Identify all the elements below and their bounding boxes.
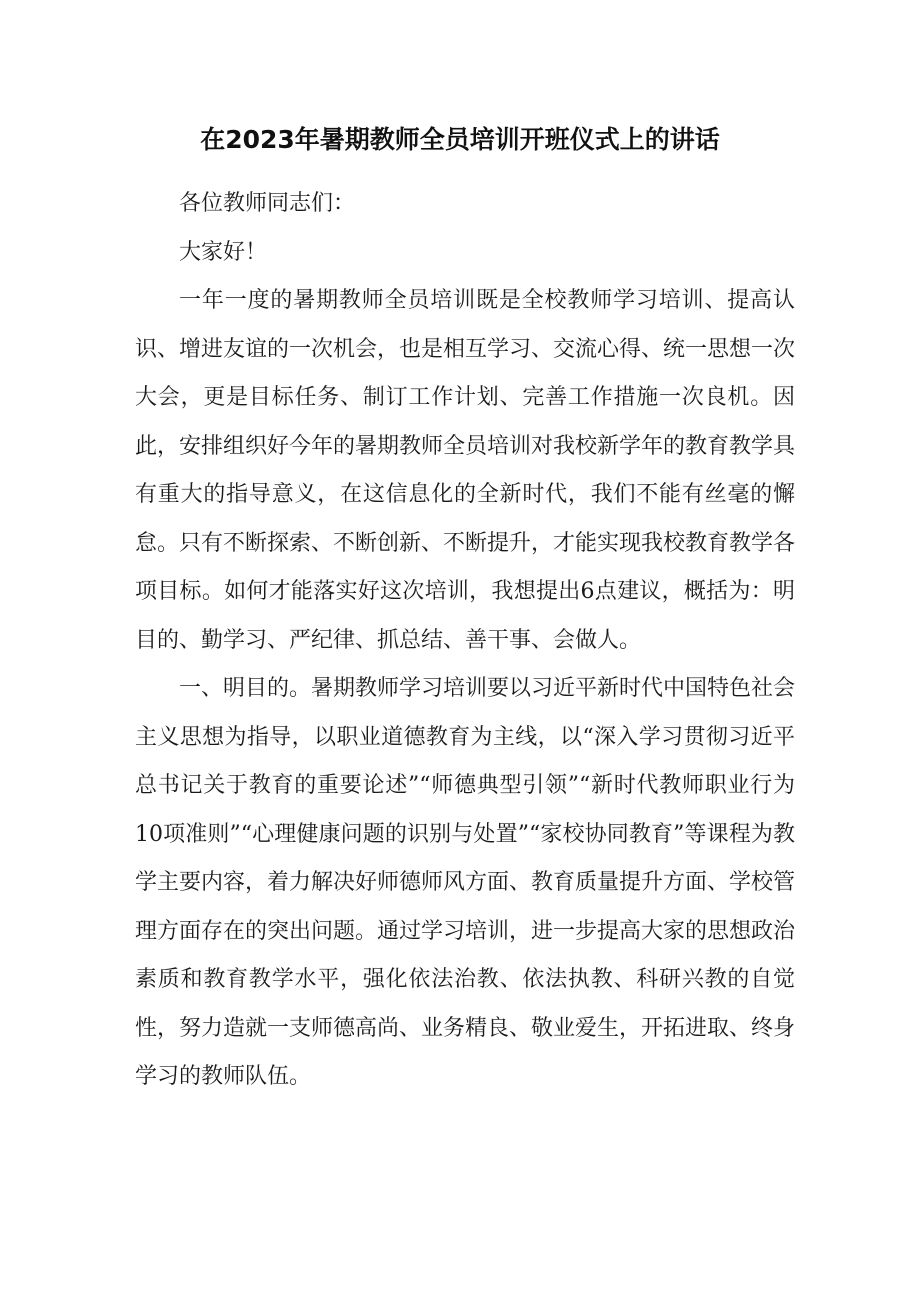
salutation: 各位教师同志们：	[179, 191, 356, 216]
document-body	[135, 180, 795, 1102]
greeting: 大家好！	[179, 239, 268, 265]
paragraph-intro: 一年一度的暑期教师全员培训既是全校教师学习培训、提高认识、增进友谊的一次机会，也是相互学习、交流心得、统一思想一次大会，更是目标任务、制订工作计划、完善工作措施一次良机。因此，安排组织好今年的暑期教师全员培训对我校新学年的教育教学具有重大的指导意义，在这信息化的全新时代，我们不能有丝毫的懈怠。只有不断探索、不断创新、不断提升，才能实现我校教育教学各项目标。如何才能落实好这次培训，我想提出6点建议，概括为：明目的、勤学习、严纪律、抓总结、善干事、会做人。	[135, 288, 796, 653]
paragraph-point-one: 一、明目的。暑期教师学习培训要以习近平新时代中国特色社会主义思想为指导，以职业道德教育为主线，以“深入学习贯彻习近平总书记关于教育的重要论述”“师德典型引领”“新时代教师职业行为10项准则”“心理健康问题的识别与处置”“家校协同教育”等课程为教学主要内容，着力解决好师德师风方面、教育质量提升方面、学校管理方面存在的突出问题。通过学习培训，进一步提高大家的思想政治素质和教育教学水平，强化依法治教、依法执教、科研兴教的自觉性，努力造就一支师德高尚、业务精良、敬业爱生，开拓进取、终身学习的教师队伍。	[135, 676, 796, 1089]
document-title: 在2023年暑期教师全员培训开班仪式上的讲话	[200, 125, 720, 154]
